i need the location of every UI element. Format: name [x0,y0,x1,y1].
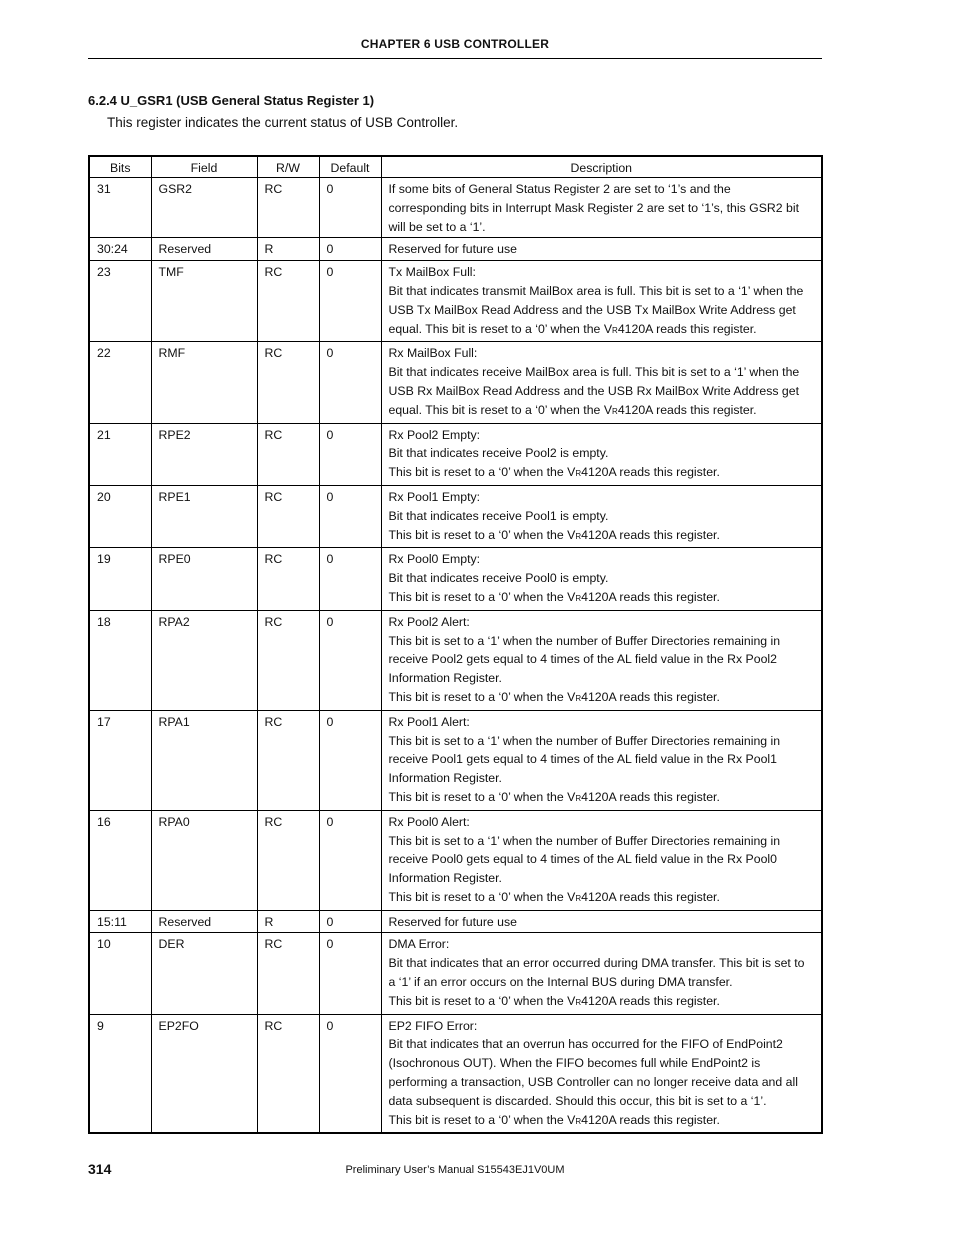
cell-rw: RC [257,1014,319,1133]
cell-bits: 22 [89,342,151,423]
cell-default: 0 [319,238,381,261]
cell-bits: 18 [89,610,151,710]
description-line: corresponding bits in Interrupt Mask Register 2 are set to ‘1’s, this GSR2 bit [388,200,800,215]
description-line: Reserved for future use [388,914,517,929]
cell-description [381,238,822,261]
cell-default: 0 [319,342,381,423]
column-header-description: Description [381,156,822,178]
description-line: USB Tx MailBox Read Address and the USB Tx MailBox Write Address get [388,302,796,317]
description-line: Rx Pool2 Empty: [388,427,481,442]
table-row [89,485,822,547]
table-row [89,710,822,810]
cell-field: Reserved [151,238,257,261]
cell-rw: RC [257,933,319,1014]
cell-bits: 20 [89,485,151,547]
description-line: USB Rx MailBox Read Address and the USB Rx MailBox Write Address get [388,383,800,398]
header-rule [88,58,822,59]
description-line: This bit is reset to a ‘0’ when the VR4120A reads this register. [388,993,720,1008]
column-header-default: Default [319,156,381,178]
description-line: data subsequent is discarded. Should this occur, this bit is set to a ‘1’. [388,1093,767,1108]
cell-description [381,710,822,810]
description-line: Bit that indicates receive MailBox area is full. This bit is set to a ‘1’ when the [388,365,800,380]
cell-field: RPE2 [151,423,257,485]
description-line: Rx Pool1 Alert: [388,714,470,729]
description-line: This bit is reset to a ‘0’ when the VR4120A reads this register. [388,1112,720,1127]
page-number: 314 [88,1161,112,1177]
cell-field: DER [151,933,257,1014]
cell-default: 0 [319,1014,381,1133]
cell-rw: RC [257,261,319,342]
cell-field: RMF [151,342,257,423]
cell-description [381,610,822,710]
description-line: Information Register. [388,871,502,886]
description-line: Bit that indicates transmit MailBox area is full. This bit is set to a ‘1’ when the [388,283,804,298]
cell-rw: RC [257,178,319,238]
description-line: This bit is set to a ‘1’ when the number of Buffer Directories remaining in [388,733,781,748]
cell-default: 0 [319,710,381,810]
description-line: This bit is set to a ‘1’ when the number of Buffer Directories remaining in [388,833,781,848]
description-line: This bit is reset to a ‘0’ when the VR4120A reads this register. [388,527,720,542]
description-line: equal. This bit is reset to a ‘0’ when the VR4120A reads this register. [388,321,757,336]
cell-field: EP2FO [151,1014,257,1133]
description-line: (Isochronous OUT). When the FIFO becomes full while EndPoint2 is [388,1056,761,1071]
description-line: Rx Pool0 Empty: [388,552,481,567]
description-line: a ‘1’ if an error occurs on the Internal BUS during DMA transfer. [388,975,733,990]
description-line: This bit is reset to a ‘0’ when the VR4120A reads this register. [388,465,720,480]
table-row [89,910,822,933]
table-row [89,548,822,610]
footer-text: Preliminary User’s Manual S15543EJ1V0UM [345,1164,565,1176]
description-line: Rx Pool2 Alert: [388,614,470,629]
column-header-field: Field [151,156,257,178]
cell-bits: 19 [89,548,151,610]
cell-field: GSR2 [151,178,257,238]
description-line: Rx MailBox Full: [388,346,478,361]
cell-description [381,933,822,1014]
cell-description [381,1014,822,1133]
description-line: This bit is reset to a ‘0’ when the VR4120A reads this register. [388,689,720,704]
chapter-header: CHAPTER 6 USB CONTROLLER [360,37,550,51]
cell-field: RPA0 [151,810,257,910]
description-line: Bit that indicates receive Pool1 is empty. [388,508,609,523]
description-line: equal. This bit is reset to a ‘0’ when the VR4120A reads this register. [388,402,757,417]
description-line: receive Pool0 gets equal to 4 times of the AL field value in the Rx Pool0 [388,852,777,867]
table-row [89,178,822,238]
description-line: will be set to a ‘1’. [388,219,486,234]
table-header-row [89,156,822,178]
cell-bits: 10 [89,933,151,1014]
cell-rw: R [257,238,319,261]
table-row [89,933,822,1014]
table-row [89,342,822,423]
column-header-bits: Bits [89,156,151,178]
cell-rw: RC [257,810,319,910]
description-line: Information Register. [388,771,502,786]
cell-default: 0 [319,933,381,1014]
cell-description [381,485,822,547]
table-row [89,261,822,342]
cell-default: 0 [319,910,381,933]
description-line: Rx Pool0 Alert: [388,814,470,829]
cell-description [381,342,822,423]
table-row [89,238,822,261]
cell-default: 0 [319,423,381,485]
description-line: receive Pool2 gets equal to 4 times of the AL field value in the Rx Pool2 [388,652,777,667]
section-intro: This register indicates the current status of USB Controller. [107,115,459,130]
cell-rw: RC [257,342,319,423]
cell-description [381,261,822,342]
cell-bits: 30:24 [89,238,151,261]
description-line: Information Register. [388,671,502,686]
cell-bits: 21 [89,423,151,485]
cell-bits: 15:11 [89,910,151,933]
description-line: Bit that indicates receive Pool2 is empty. [388,446,609,461]
cell-bits: 23 [89,261,151,342]
description-line: Bit that indicates that an error occurred during DMA transfer. This bit is set to [388,956,805,971]
table-row [89,610,822,710]
description-line: This bit is reset to a ‘0’ when the VR4120A reads this register. [388,789,720,804]
cell-description [381,423,822,485]
cell-rw: RC [257,610,319,710]
cell-field: RPA1 [151,710,257,810]
cell-description [381,910,822,933]
description-line: Tx MailBox Full: [388,265,476,280]
cell-field: TMF [151,261,257,342]
description-line: Bit that indicates receive Pool0 is empty. [388,571,609,586]
cell-rw: RC [257,423,319,485]
description-line: If some bits of General Status Register 2 are set to ‘1’s and the [388,182,731,196]
cell-description [381,548,822,610]
cell-default: 0 [319,610,381,710]
cell-rw: RC [257,548,319,610]
table-row [89,423,822,485]
register-table [88,155,823,1134]
table-row [89,810,822,910]
section-title: 6.2.4 U_GSR1 (USB General Status Register 1) [88,93,375,108]
cell-rw: R [257,910,319,933]
cell-default: 0 [319,548,381,610]
description-line: Rx Pool1 Empty: [388,489,481,504]
cell-default: 0 [319,485,381,547]
description-line: performing a transaction, USB Controller can no longer receive data and all [388,1075,798,1090]
cell-default: 0 [319,178,381,238]
table-body [89,178,822,1134]
description-line: receive Pool1 gets equal to 4 times of the AL field value in the Rx Pool1 [388,752,777,767]
cell-field: Reserved [151,910,257,933]
description-line: This bit is set to a ‘1’ when the number of Buffer Directories remaining in [388,633,781,648]
cell-default: 0 [319,261,381,342]
description-line: DMA Error: [388,937,450,952]
cell-rw: RC [257,710,319,810]
cell-bits: 9 [89,1014,151,1133]
cell-default: 0 [319,810,381,910]
column-header-rw: R/W [257,156,319,178]
cell-bits: 31 [89,178,151,238]
cell-description [381,178,822,238]
description-line: This bit is reset to a ‘0’ when the VR4120A reads this register. [388,589,720,604]
cell-field: RPE0 [151,548,257,610]
description-line: Bit that indicates that an overrun has occurred for the FIFO of EndPoint2 [388,1037,783,1052]
cell-field: RPA2 [151,610,257,710]
cell-field: RPE1 [151,485,257,547]
description-line: Reserved for future use [388,242,517,257]
description-line: EP2 FIFO Error: [388,1018,478,1033]
cell-bits: 16 [89,810,151,910]
table-row [89,1014,822,1133]
cell-bits: 17 [89,710,151,810]
cell-description [381,810,822,910]
cell-rw: RC [257,485,319,547]
description-line: This bit is reset to a ‘0’ when the VR4120A reads this register. [388,889,720,904]
